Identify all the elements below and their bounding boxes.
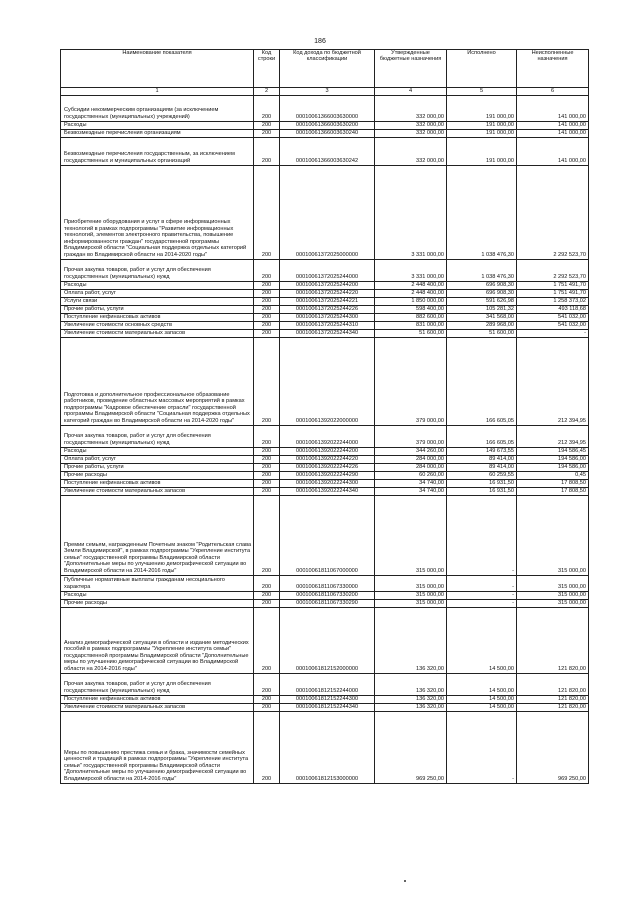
- budget-execution-table: [60, 49, 589, 784]
- row-approved: 332 000,00: [375, 129, 447, 137]
- table-row: [61, 495, 589, 575]
- row-executed: 105 281,32: [447, 305, 517, 313]
- row-code: 200: [254, 673, 280, 695]
- row-name: Субсидии некоммерческим организациям (за исключением государственных (муниципальных) учреждений): [61, 95, 254, 121]
- header-executed: Исполнено: [447, 50, 517, 88]
- row-code: 200: [254, 121, 280, 129]
- row-approved: 969 250,00: [375, 711, 447, 783]
- table-row: [61, 313, 589, 321]
- row-name: Расходы: [61, 447, 254, 455]
- row-approved: 344 260,00: [375, 447, 447, 455]
- row-unexecuted: 141 000,00: [517, 137, 589, 165]
- table-row: [61, 455, 589, 463]
- row-name: Публичные нормативные выплаты гражданам несоциального характера: [61, 575, 254, 591]
- row-code: 200: [254, 479, 280, 487]
- row-unexecuted: 194 586,00: [517, 463, 589, 471]
- row-name: Оплата работ, услуг: [61, 455, 254, 463]
- row-executed: 166 605,05: [447, 425, 517, 447]
- table-row: [61, 607, 589, 673]
- row-unexecuted: 17 808,50: [517, 479, 589, 487]
- row-code: 200: [254, 137, 280, 165]
- row-executed: -: [447, 711, 517, 783]
- row-unexecuted: 315 000,00: [517, 575, 589, 591]
- row-name: Анализ демографической ситуации в области и издание методических пособий в рамках подпрограммы "Укрепление института семьи" государственной программы Владимирской области "Дополнительные меры по улучшению демографической ситуации во Владимирской области на 2014-2016 годы": [61, 607, 254, 673]
- row-executed: 1 038 476,30: [447, 259, 517, 281]
- row-approved: 136 320,00: [375, 695, 447, 703]
- row-name: Прочие расходы: [61, 471, 254, 479]
- row-unexecuted: 2 292 523,70: [517, 259, 589, 281]
- row-code: 200: [254, 305, 280, 313]
- row-unexecuted: 141 000,00: [517, 121, 589, 129]
- row-income-code: 00010061372025244310: [280, 321, 375, 329]
- table-row: [61, 329, 589, 337]
- row-name: Премии семьям, награжденным Почетным знаком "Родительская слава Земли Владимирской", в рамках подпрограммы "Укрепление института семьи" государственной программы Владимирской области "Дополнительные меры по улучшению демографической ситуации во Владимирской области на 2014-2016 годы": [61, 495, 254, 575]
- row-executed: 341 568,00: [447, 313, 517, 321]
- row-approved: 379 000,00: [375, 337, 447, 425]
- row-executed: 289 968,00: [447, 321, 517, 329]
- row-code: 200: [254, 703, 280, 711]
- row-code: 200: [254, 607, 280, 673]
- row-code: 200: [254, 447, 280, 455]
- row-approved: 136 320,00: [375, 673, 447, 695]
- row-name: Увеличение стоимости материальных запасов: [61, 703, 254, 711]
- row-name: Услуги связи: [61, 297, 254, 305]
- row-approved: 332 000,00: [375, 137, 447, 165]
- row-name: Поступление нефинансовых активов: [61, 313, 254, 321]
- row-approved: 1 850 000,00: [375, 297, 447, 305]
- row-approved: 284 000,00: [375, 463, 447, 471]
- row-executed: 51 600,00: [447, 329, 517, 337]
- row-unexecuted: 194 586,00: [517, 455, 589, 463]
- table-row: [61, 599, 589, 607]
- row-name: Прочие работы, услуги: [61, 463, 254, 471]
- row-code: 200: [254, 695, 280, 703]
- row-name: Прочая закупка товаров, работ и услуг для обеспечения государственных (муниципальных) нужд: [61, 259, 254, 281]
- table-row: [61, 305, 589, 313]
- row-code: 200: [254, 495, 280, 575]
- row-approved: 315 000,00: [375, 599, 447, 607]
- row-income-code: 00010061392022244340: [280, 487, 375, 495]
- row-code: 200: [254, 471, 280, 479]
- row-code: 200: [254, 321, 280, 329]
- row-executed: 14 500,00: [447, 703, 517, 711]
- table-row: [61, 259, 589, 281]
- row-income-code: 00010061812152244000: [280, 673, 375, 695]
- row-income-code: 00010061372025244300: [280, 313, 375, 321]
- row-income-code: 00010061366003630000: [280, 95, 375, 121]
- row-name: Поступление нефинансовых активов: [61, 479, 254, 487]
- row-unexecuted: 121 820,00: [517, 703, 589, 711]
- row-name: Увеличение стоимости основных средств: [61, 321, 254, 329]
- table-row: [61, 487, 589, 495]
- table-row: [61, 425, 589, 447]
- row-name: Безвозмездные перечисления организациям: [61, 129, 254, 137]
- table-row: [61, 129, 589, 137]
- row-code: 200: [254, 711, 280, 783]
- row-unexecuted: 212 394,95: [517, 425, 589, 447]
- row-income-code: 00010061392022000000: [280, 337, 375, 425]
- row-approved: 136 320,00: [375, 703, 447, 711]
- row-code: 200: [254, 599, 280, 607]
- row-code: 200: [254, 297, 280, 305]
- row-approved: 3 331 000,00: [375, 259, 447, 281]
- row-name: Подготовка и дополнительное профессиональное образование работников, проведение областных массовых мероприятий в рамках подпрограммы "Кадровое обеспечение отрасли" государственной программы Владимирской области "Социальная поддержка отдельных категорий граждан во Владимирской области на 2014-2020 годы": [61, 337, 254, 425]
- header-row-code: Код строки: [254, 50, 280, 88]
- row-income-code: 00010061812152244300: [280, 695, 375, 703]
- row-name: Расходы: [61, 121, 254, 129]
- row-income-code: 00010061366003630200: [280, 121, 375, 129]
- table-row: [61, 447, 589, 455]
- table-row: [61, 711, 589, 783]
- row-approved: 60 260,00: [375, 471, 447, 479]
- table-row: [61, 95, 589, 121]
- row-code: 200: [254, 591, 280, 599]
- row-executed: 696 908,30: [447, 281, 517, 289]
- row-executed: 191 000,00: [447, 95, 517, 121]
- table-row: [61, 281, 589, 289]
- row-unexecuted: 121 820,00: [517, 695, 589, 703]
- row-executed: -: [447, 575, 517, 591]
- row-name: Расходы: [61, 281, 254, 289]
- row-unexecuted: 0,45: [517, 471, 589, 479]
- row-executed: 14 500,00: [447, 607, 517, 673]
- row-code: 200: [254, 463, 280, 471]
- row-unexecuted: 141 000,00: [517, 129, 589, 137]
- row-name: Прочая закупка товаров, работ и услуг для обеспечения государственных (муниципальных) нужд: [61, 425, 254, 447]
- row-unexecuted: 969 250,00: [517, 711, 589, 783]
- table-row: [61, 673, 589, 695]
- row-income-code: 00010061366003630240: [280, 129, 375, 137]
- row-approved: 3 331 000,00: [375, 165, 447, 259]
- row-code: 200: [254, 575, 280, 591]
- row-unexecuted: 541 032,00: [517, 321, 589, 329]
- row-income-code: 00010061372025244220: [280, 289, 375, 297]
- table-row: [61, 289, 589, 297]
- table-row: [61, 121, 589, 129]
- table-row: [61, 591, 589, 599]
- row-approved: 379 000,00: [375, 425, 447, 447]
- row-name: Прочая закупка товаров, работ и услуг для обеспечения государственных (муниципальных) нужд: [61, 673, 254, 695]
- row-name: Приобретение оборудования и услуг в сфере информационных технологий в рамках подпрограммы "Развитие информационных технологий, элементов электронного правительства, повышение информированности граждан" государственной программы Владимирской области "Социальная поддержка отдельных категорий граждан во Владимирской области на 2014-2020 годы": [61, 165, 254, 259]
- row-income-code: 00010061372025000000: [280, 165, 375, 259]
- row-income-code: 00010061392022244200: [280, 447, 375, 455]
- row-approved: 315 000,00: [375, 591, 447, 599]
- row-executed: 191 000,00: [447, 121, 517, 129]
- column-number: 3: [280, 88, 375, 96]
- table-row: [61, 575, 589, 591]
- table-row: [61, 695, 589, 703]
- row-unexecuted: 315 000,00: [517, 591, 589, 599]
- table-row: [61, 703, 589, 711]
- row-unexecuted: 2 292 523,70: [517, 165, 589, 259]
- row-income-code: 00010061372025244200: [280, 281, 375, 289]
- row-name: Поступление нефинансовых активов: [61, 695, 254, 703]
- row-approved: 284 000,00: [375, 455, 447, 463]
- row-approved: 332 000,00: [375, 121, 447, 129]
- row-code: 200: [254, 425, 280, 447]
- row-income-code: 00010061811067330000: [280, 575, 375, 591]
- row-name: Увеличение стоимости материальных запасов: [61, 329, 254, 337]
- row-approved: 34 740,00: [375, 487, 447, 495]
- row-name: Увеличение стоимости материальных запасов: [61, 487, 254, 495]
- row-income-code: 00010061392022244220: [280, 455, 375, 463]
- row-executed: -: [447, 591, 517, 599]
- row-approved: 831 000,00: [375, 321, 447, 329]
- row-income-code: 00010061372025244221: [280, 297, 375, 305]
- row-code: 200: [254, 329, 280, 337]
- header-approved: Утвержденные бюджетные назначения: [375, 50, 447, 88]
- row-executed: 14 500,00: [447, 673, 517, 695]
- row-income-code: 00010061811067330290: [280, 599, 375, 607]
- row-unexecuted: 315 000,00: [517, 599, 589, 607]
- table-row: [61, 337, 589, 425]
- row-name: Меры по повышению престижа семьи и брака, значимости семейных ценностей и традиций в рамках подпрограммы "Укрепление института семьи" государственной программы Владимирской области "Дополнительные меры по улучшению демографической ситуации во Владимирской области на 2014-2016 годы": [61, 711, 254, 783]
- row-code: 200: [254, 337, 280, 425]
- row-income-code: 00010061811067330200: [280, 591, 375, 599]
- row-income-code: 00010061372025244226: [280, 305, 375, 313]
- row-code: 200: [254, 165, 280, 259]
- row-approved: 34 740,00: [375, 479, 447, 487]
- row-executed: 16 931,50: [447, 487, 517, 495]
- column-number-row: [61, 88, 589, 96]
- row-income-code: 00010061392022244290: [280, 471, 375, 479]
- table-row: [61, 297, 589, 305]
- row-income-code: 00010061812152000000: [280, 607, 375, 673]
- row-unexecuted: 141 000,00: [517, 95, 589, 121]
- column-number: 6: [517, 88, 589, 96]
- row-income-code: 00010061392022244226: [280, 463, 375, 471]
- row-approved: 598 400,00: [375, 305, 447, 313]
- row-unexecuted: 541 032,00: [517, 313, 589, 321]
- row-approved: 51 600,00: [375, 329, 447, 337]
- row-income-code: 00010061366003630242: [280, 137, 375, 165]
- row-code: 200: [254, 129, 280, 137]
- row-executed: 1 038 476,30: [447, 165, 517, 259]
- row-income-code: 00010061392022244300: [280, 479, 375, 487]
- table-row: [61, 479, 589, 487]
- row-name: Расходы: [61, 591, 254, 599]
- row-income-code: 00010061812152244340: [280, 703, 375, 711]
- scan-speck: [404, 880, 406, 882]
- row-executed: 14 500,00: [447, 695, 517, 703]
- table-header-row: [61, 50, 589, 88]
- row-name: Прочие работы, услуги: [61, 305, 254, 313]
- row-executed: 591 626,98: [447, 297, 517, 305]
- header-unexecuted: Неисполненные назначения: [517, 50, 589, 88]
- column-number: 4: [375, 88, 447, 96]
- column-number: 5: [447, 88, 517, 96]
- row-code: 200: [254, 313, 280, 321]
- row-executed: -: [447, 599, 517, 607]
- table-row: [61, 165, 589, 259]
- row-approved: 2 448 400,00: [375, 281, 447, 289]
- row-approved: 136 320,00: [375, 607, 447, 673]
- row-code: 200: [254, 455, 280, 463]
- row-code: 200: [254, 95, 280, 121]
- row-name: Прочие расходы: [61, 599, 254, 607]
- row-approved: 315 000,00: [375, 495, 447, 575]
- row-code: 200: [254, 281, 280, 289]
- table-row: [61, 137, 589, 165]
- row-executed: -: [447, 495, 517, 575]
- row-approved: 332 000,00: [375, 95, 447, 121]
- row-executed: 166 605,05: [447, 337, 517, 425]
- row-executed: 16 931,50: [447, 479, 517, 487]
- row-income-code: 00010061392022244000: [280, 425, 375, 447]
- row-executed: 60 259,55: [447, 471, 517, 479]
- row-executed: 191 000,00: [447, 129, 517, 137]
- header-income-code: Код дохода по бюджетной классификации: [280, 50, 375, 88]
- row-income-code: 00010061372025244340: [280, 329, 375, 337]
- row-code: 200: [254, 487, 280, 495]
- row-approved: 882 600,00: [375, 313, 447, 321]
- row-name: Безвозмездные перечисления государственным, за исключением государственных и муниципальных организаций: [61, 137, 254, 165]
- row-unexecuted: 1 751 491,70: [517, 281, 589, 289]
- row-unexecuted: 121 820,00: [517, 673, 589, 695]
- column-number: 1: [61, 88, 254, 96]
- row-unexecuted: 1 258 373,02: [517, 297, 589, 305]
- row-unexecuted: 493 118,68: [517, 305, 589, 313]
- row-executed: 89 414,00: [447, 463, 517, 471]
- row-executed: 149 673,55: [447, 447, 517, 455]
- row-unexecuted: 315 000,00: [517, 495, 589, 575]
- header-indicator-name: Наименование показателя: [61, 50, 254, 88]
- row-unexecuted: 17 808,50: [517, 487, 589, 495]
- table-row: [61, 471, 589, 479]
- row-approved: 315 000,00: [375, 575, 447, 591]
- row-executed: 696 908,30: [447, 289, 517, 297]
- row-income-code: 00010061811067000000: [280, 495, 375, 575]
- row-unexecuted: 121 820,00: [517, 607, 589, 673]
- row-approved: 2 448 400,00: [375, 289, 447, 297]
- table-row: [61, 463, 589, 471]
- row-executed: 89 414,00: [447, 455, 517, 463]
- page-number: 186: [314, 38, 326, 45]
- row-income-code: 00010061812153000000: [280, 711, 375, 783]
- row-unexecuted: 212 394,95: [517, 337, 589, 425]
- row-unexecuted: -: [517, 329, 589, 337]
- row-unexecuted: 1 751 491,70: [517, 289, 589, 297]
- row-name: Оплата работ, услуг: [61, 289, 254, 297]
- table-row: [61, 321, 589, 329]
- row-code: 200: [254, 289, 280, 297]
- column-number: 2: [254, 88, 280, 96]
- row-unexecuted: 194 586,45: [517, 447, 589, 455]
- row-executed: 191 000,00: [447, 137, 517, 165]
- row-income-code: 00010061372025244000: [280, 259, 375, 281]
- row-code: 200: [254, 259, 280, 281]
